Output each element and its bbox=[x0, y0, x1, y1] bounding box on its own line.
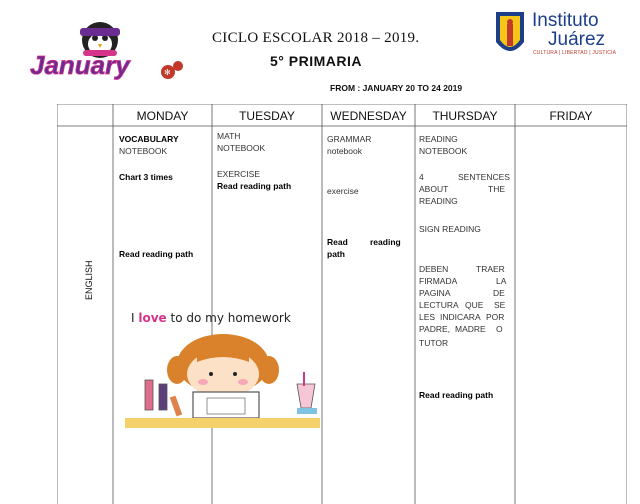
wednesday-line5: path bbox=[327, 249, 345, 259]
monday-line2: NOTEBOOK bbox=[119, 146, 168, 156]
caption-part1: I bbox=[131, 311, 139, 325]
thursday-line13: TUTOR bbox=[419, 338, 449, 348]
thursday-line7a: DEBEN bbox=[419, 264, 449, 274]
school-tagline: CULTURA | LIBERTAD | JUSTICIA bbox=[533, 50, 617, 56]
svg-text:✻: ✻ bbox=[164, 68, 171, 77]
wednesday-line4b: reading bbox=[370, 237, 401, 247]
thursday-line12c: O bbox=[496, 324, 503, 334]
header-tuesday: TUESDAY bbox=[239, 109, 295, 123]
thursday-line9b: DE bbox=[493, 288, 505, 298]
thursday-line4b: THE bbox=[488, 184, 505, 194]
caption-part3: to do my homework bbox=[166, 311, 291, 325]
header-monday: MONDAY bbox=[136, 109, 189, 123]
thursday-line11c: POR bbox=[486, 312, 505, 322]
thursday-line11b: INDICARA bbox=[440, 312, 481, 322]
thursday-line4a: ABOUT bbox=[419, 184, 449, 194]
thursday-line5: READING bbox=[419, 196, 458, 206]
tuesday-line2: NOTEBOOK bbox=[217, 143, 266, 153]
thursday-line12a: PADRE, bbox=[419, 324, 451, 334]
svg-text:I love to do my homework bbox=[131, 311, 291, 325]
thursday-line11a: LES bbox=[419, 312, 436, 322]
tuesday-line1: MATH bbox=[217, 131, 241, 141]
header-wednesday: WEDNESDAY bbox=[330, 109, 407, 123]
header-thursday: THURSDAY bbox=[432, 109, 498, 123]
thursday-line10b: QUE bbox=[465, 300, 484, 310]
tuesday-line3: EXERCISE bbox=[217, 169, 260, 179]
thursday-line8a: FIRMADA bbox=[419, 276, 458, 286]
thursday-line12b: MADRE bbox=[455, 324, 486, 334]
school-name-line1: Instituto bbox=[532, 10, 599, 31]
thursday-line3b: SENTENCES bbox=[458, 172, 510, 182]
school-year-title: CICLO ESCOLAR 2018 – 2019. bbox=[212, 30, 420, 46]
thursday-line7b: TRAER bbox=[476, 264, 505, 274]
thursday-line9a: PAGINA bbox=[419, 288, 451, 298]
homework-illustration bbox=[115, 292, 335, 432]
thursday-line8b: LA bbox=[496, 276, 507, 286]
grade-title: 5° PRIMARIA bbox=[270, 53, 362, 69]
thursday-line14: Read reading path bbox=[419, 390, 494, 400]
thursday-line10c: SE bbox=[494, 300, 506, 310]
header-friday: FRIDAY bbox=[549, 109, 593, 123]
wednesday-line2: notebook bbox=[327, 146, 362, 156]
thursday-line10a: LECTURA bbox=[419, 300, 459, 310]
wednesday-line3: exercise bbox=[327, 186, 359, 196]
thursday-line3a: 4 bbox=[419, 172, 424, 182]
thursday-line6: SIGN READING bbox=[419, 224, 481, 234]
wednesday-line4a: Read bbox=[327, 237, 348, 247]
date-range: FROM : JANUARY 20 TO 24 2019 bbox=[330, 83, 463, 93]
monday-line1: VOCABULARY bbox=[119, 134, 179, 144]
thursday-line2: NOTEBOOK bbox=[419, 146, 468, 156]
january-logo bbox=[28, 14, 188, 84]
caption-part2: love bbox=[138, 311, 167, 325]
wednesday-line1: GRAMMAR bbox=[327, 134, 372, 144]
monday-line4: Read reading path bbox=[119, 249, 194, 259]
school-name-line2: Juárez bbox=[548, 29, 606, 50]
monday-line3: Chart 3 times bbox=[119, 172, 173, 182]
logo-text: January bbox=[30, 50, 130, 80]
tuesday-line4: Read reading path bbox=[217, 181, 292, 191]
thursday-line1: READING bbox=[419, 134, 458, 144]
subject-label: ENGLISH bbox=[84, 260, 94, 300]
